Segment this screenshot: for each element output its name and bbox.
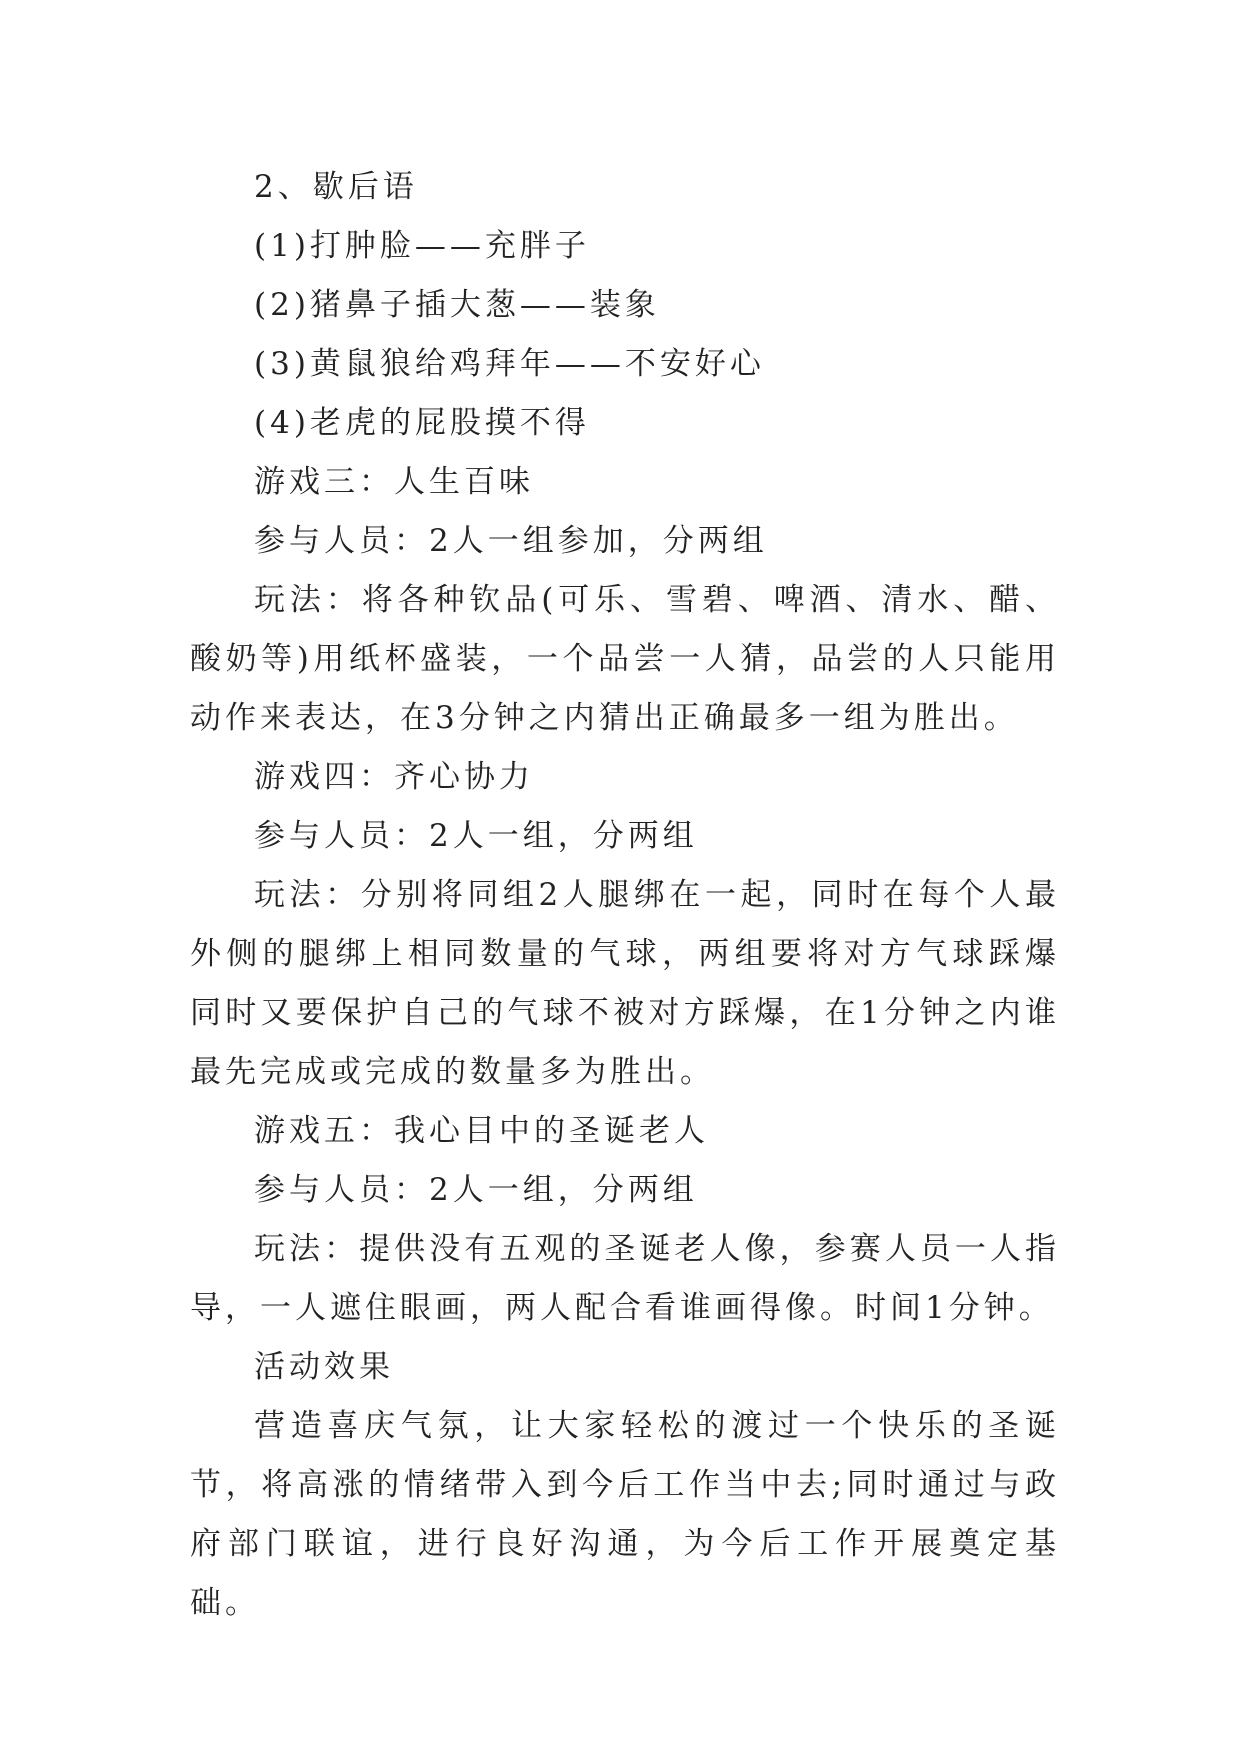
- paragraph-list-item-1: (1)打肿脸——充胖子: [254, 228, 590, 264]
- paragraph-game-four-participants: 参与人员：2人一组，分两组: [254, 818, 698, 854]
- paragraph-activity-effect-title: 活动效果: [254, 1349, 394, 1385]
- document-body: [190, 158, 1060, 1633]
- paragraph-list-item-3: (3)黄鼠狼给鸡拜年——不安好心: [254, 346, 765, 382]
- paragraph-game-three-title: 游戏三：人生百味: [254, 464, 534, 500]
- paragraph-game-five-title: 游戏五：我心目中的圣诞老人: [254, 1113, 709, 1149]
- paragraph-game-five-rules: 玩法：提供没有五观的圣诞老人像，参赛人员一人指导，一人遮住眼画，两人配合看谁画得像。时间1分钟。: [190, 1231, 1060, 1326]
- paragraph-list-item-2: (2)猪鼻子插大葱——装象: [254, 287, 660, 323]
- paragraph-game-four-rules: 玩法：分别将同组2人腿绑在一起，同时在每个人最外侧的腿绑上相同数量的气球，两组要将对方气球踩爆同时又要保护自己的气球不被对方踩爆，在1分钟之内谁最先完成或完成的数量多为胜出。: [190, 877, 1060, 1090]
- paragraph-activity-effect-body: 营造喜庆气氛，让大家轻松的渡过一个快乐的圣诞节，将高涨的情绪带入到今后工作当中去;同时通过与政府部门联谊，进行良好沟通，为今后工作开展奠定基础。: [190, 1408, 1060, 1621]
- paragraph-list-item-4: (4)老虎的屁股摸不得: [254, 405, 590, 441]
- paragraph-game-four-title: 游戏四：齐心协力: [254, 759, 534, 795]
- paragraph-game-three-participants: 参与人员：2人一组参加，分两组: [254, 523, 768, 559]
- paragraph-game-three-rules: 玩法：将各种钦品(可乐、雪碧、啤酒、清水、醋、酸奶等)用纸杯盛装，一个品尝一人猜，品尝的人只能用动作来表达，在3分钟之内猜出正确最多一组为胜出。: [190, 582, 1060, 736]
- paragraph-heading-xiehouyu: 2、歇后语: [254, 169, 418, 205]
- paragraph-game-five-participants: 参与人员：2人一组，分两组: [254, 1172, 698, 1208]
